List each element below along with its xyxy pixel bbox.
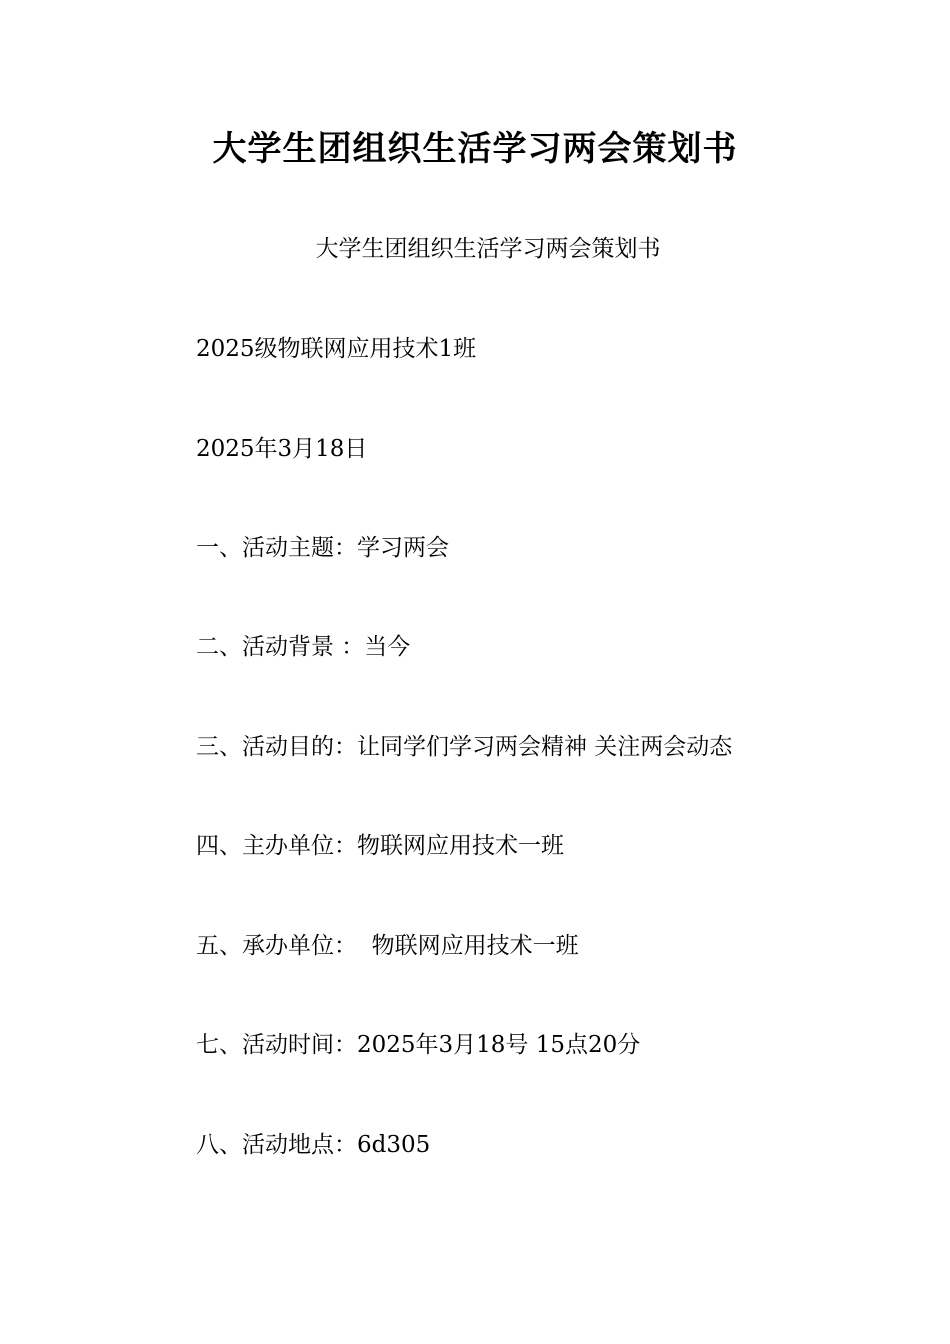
activity-theme-line: 一、活动主题：学习两会 [196, 535, 449, 561]
activity-time-line: 七、活动时间：2025年3月18号 15点20分 [196, 1032, 641, 1058]
document-subtitle: 大学生团组织生活学习两会策划书 [315, 236, 661, 262]
activity-location-line: 八、活动地点：6d305 [196, 1132, 431, 1158]
date-line: 2025年3月18日 [196, 436, 368, 462]
document-title: 大学生团组织生活学习两会策划书 [212, 129, 738, 169]
class-name-line: 2025级物联网应用技术1班 [196, 336, 477, 362]
co-organizer-line: 五、承办单位： 物联网应用技术一班 [196, 933, 579, 959]
activity-purpose-line: 三、活动目的：让同学们学习两会精神 关注两会动态 [196, 734, 733, 760]
organizer-line: 四、主办单位：物联网应用技术一班 [196, 833, 564, 859]
activity-background-line: 二、活动背景 ：当今 [196, 634, 411, 660]
